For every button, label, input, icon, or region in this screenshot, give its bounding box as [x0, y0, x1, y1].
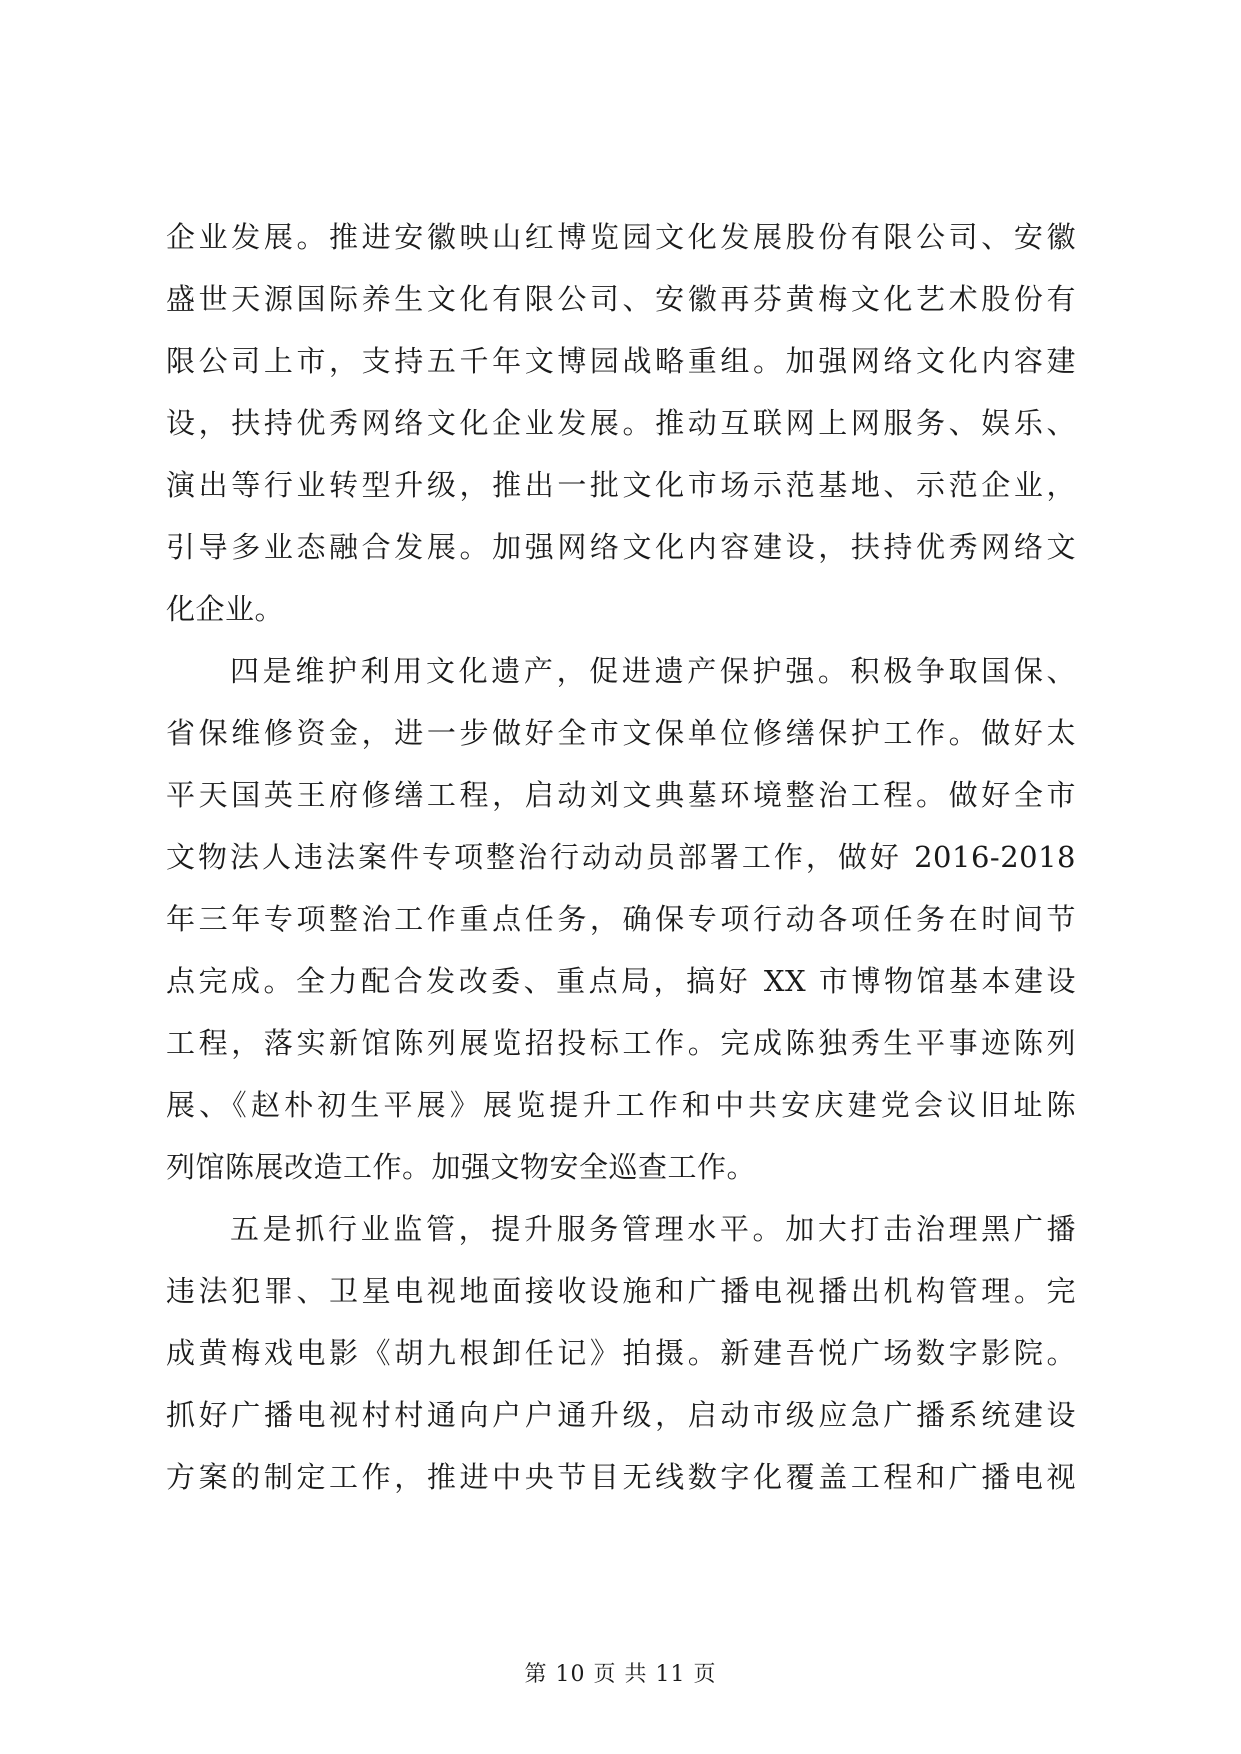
text-line: 方案的制定工作，推进中央节目无线数字化覆盖工程和广播电视 — [166, 1460, 1076, 1494]
text-line: 设，扶持优秀网络文化企业发展。推动互联网上网服务、娱乐、 — [166, 406, 1076, 440]
text-line: 文物法人违法案件专项整治行动动员部署工作，做好 2016-2018 — [166, 840, 1076, 874]
text-line: 成黄梅戏电影《胡九根卸任记》拍摄。新建吾悦广场数字影院。 — [166, 1336, 1076, 1370]
text-line: 化企业。 — [166, 592, 285, 626]
text-line: 限公司上市，支持五千年文博园战略重组。加强网络文化内容建 — [166, 344, 1076, 378]
text-line: 省保维修资金，进一步做好全市文保单位修缮保护工作。做好太 — [166, 716, 1076, 750]
text-line: 列馆陈展改造工作。加强文物安全巡查工作。 — [166, 1150, 757, 1184]
body-text — [166, 206, 1076, 1508]
text-line: 企业发展。推进安徽映山红博览园文化发展股份有限公司、安徽 — [166, 220, 1076, 254]
text-line: 演出等行业转型升级，推出一批文化市场示范基地、示范企业， — [166, 468, 1076, 502]
text-line: 抓好广播电视村村通向户户通升级，启动市级应急广播系统建设 — [166, 1398, 1076, 1432]
text-line: 工程，落实新馆陈列展览招投标工作。完成陈独秀生平事迹陈列 — [166, 1026, 1076, 1060]
text-line: 引导多业态融合发展。加强网络文化内容建设，扶持优秀网络文 — [166, 530, 1076, 564]
text-line: 违法犯罪、卫星电视地面接收设施和广播电视播出机构管理。完 — [166, 1274, 1076, 1308]
text-line: 年三年专项整治工作重点任务，确保专项行动各项任务在时间节 — [166, 902, 1076, 936]
paragraph-start-line: 四是维护利用文化遗产，促进遗产保护强。积极争取国保、 — [230, 654, 1076, 688]
text-line: 点完成。全力配合发改委、重点局，搞好 XX 市博物馆基本建设 — [166, 964, 1076, 998]
text-line: 盛世天源国际养生文化有限公司、安徽再芬黄梅文化艺术股份有 — [166, 282, 1076, 316]
text-line: 展、《赵朴初生平展》展览提升工作和中共安庆建党会议旧址陈 — [166, 1088, 1076, 1122]
page-number-footer: 第 10 页 共 11 页 — [524, 1662, 717, 1687]
text-line: 平天国英王府修缮工程，启动刘文典墓环境整治工程。做好全市 — [166, 778, 1076, 812]
paragraph-start-line: 五是抓行业监管，提升服务管理水平。加大打击治理黑广播 — [230, 1212, 1076, 1246]
